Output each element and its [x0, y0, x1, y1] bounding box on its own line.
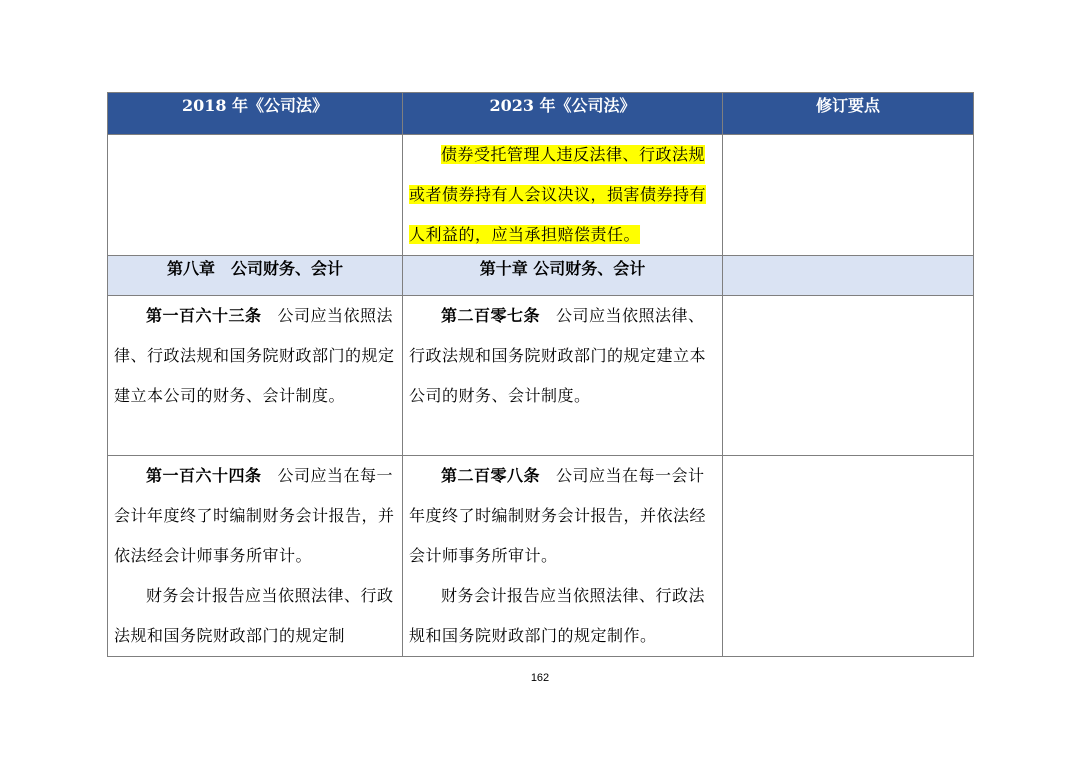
header-revision-points: 修订要点 — [723, 93, 974, 135]
chapter-note — [723, 256, 974, 296]
table-header-row — [108, 93, 974, 135]
article-text: 公司应当依照法律、行政法规和国务院财政部门的规定建立本公司的财务、会计制度。 — [114, 306, 395, 405]
article-title: 第一百六十三条 — [146, 306, 262, 325]
article-text: 公司应当在每一会计年度终了时编制财务会计报告，并依法经会计师事务所审计。 — [114, 466, 395, 565]
article-text: 财务会计报告应当依照法律、行政法规和国务院财政部门的规定制 — [114, 586, 394, 645]
cell-note — [723, 296, 974, 456]
chapter-2018: 第八章 公司财务、会计 — [108, 256, 403, 296]
article-title: 第二百零七条 — [441, 306, 541, 325]
chapter-2023: 第十章 公司财务、会计 — [403, 256, 723, 296]
table-row — [108, 135, 974, 256]
comparison-table — [107, 92, 974, 657]
cell-note — [723, 135, 974, 256]
article-title: 第二百零八条 — [441, 466, 541, 485]
cell-2018 — [108, 456, 403, 657]
cell-note — [723, 456, 974, 657]
cell-2023 — [403, 135, 723, 256]
article-text: 公司应当依照法律、行政法规和国务院财政部门的规定建立本公司的财务、会计制度。 — [409, 306, 707, 405]
cell-2023 — [403, 296, 723, 456]
cell-2018 — [108, 296, 403, 456]
article-title: 第一百六十四条 — [146, 466, 262, 485]
chapter-row — [108, 256, 974, 296]
table-row — [108, 296, 974, 456]
article-text: 财务会计报告应当依照法律、行政法规和国务院财政部门的规定制作。 — [409, 586, 706, 645]
page-number: 162 — [530, 672, 550, 684]
highlighted-text: 债券受托管理人违反法律、行政法规或者债券持有人会议决议，损害债券持有人利益的，应当承担赔偿责任。 — [409, 145, 707, 244]
header-2018-law: 2018 年《公司法》 — [108, 93, 403, 135]
header-2023-law: 2023 年《公司法》 — [403, 93, 723, 135]
cell-2023 — [403, 456, 723, 657]
table-row — [108, 456, 974, 657]
cell-2018 — [108, 135, 403, 256]
article-text: 公司应当在每一会计年度终了时编制财务会计报告，并依法经会计师事务所审计。 — [409, 466, 707, 565]
